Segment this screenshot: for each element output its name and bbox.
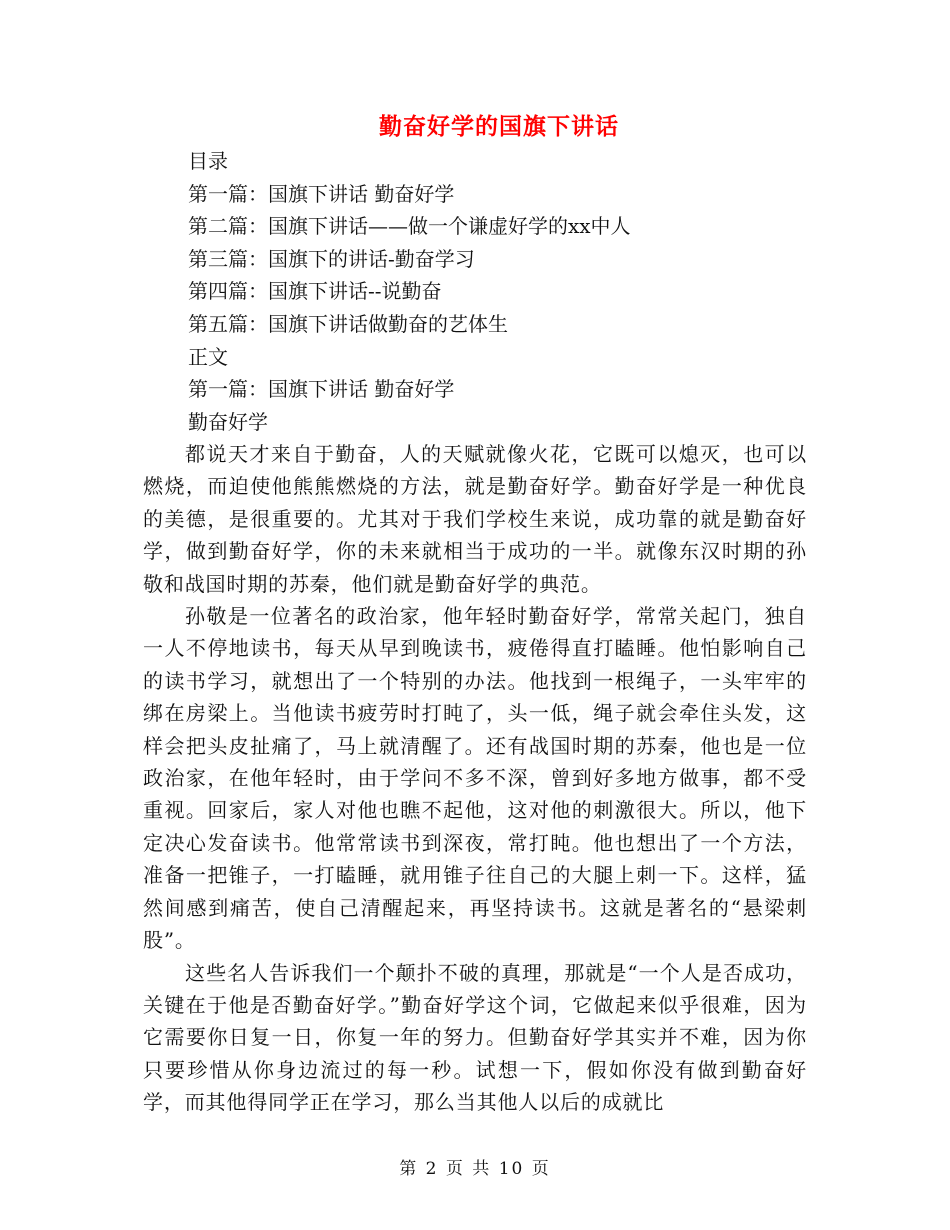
toc-item: 第二篇：国旗下讲话——做一个谦虚好学的xx中人 [188, 214, 631, 239]
paragraph: 都说天才来自于勤奋，人的天赋就像火花，它既可以熄灭，也可以燃烧，而迫使他熊熊燃烧的方法，就是勤奋好学。勤奋好学是一种优良的美德，是很重要的。尤其对于我们学校生来说，成功靠的就是勤奋好学，做到勤奋好学，你的未来就相当于成功的一半。就像东汉时期的孙敬和战国时期的苏秦，他们就是勤奋好学的典范。 [143, 442, 807, 596]
paragraph: 孙敬是一位著名的政治家，他年轻时勤奋好学，常常关起门，独自一人不停地读书，每天从早到晚读书，疲倦得直打瞌睡。他怕影响自己的读书学习，就想出了一个特别的办法。他找到一根绳子，一头牢牢的绑在房梁上。当他读书疲劳时打盹了，头一低，绳子就会牵住头发，这样会把头皮扯痛了，马上就清醒了。还有战国时期的苏秦，他也是一位政治家，在他年轻时，由于学问不多不深，曾到好多地方做事，都不受重视。回家后，家人对他也瞧不起他，这对他的刺激很大。所以，他下定决心发奋读书。他常常读书到深夜，常打盹。他也想出了一个方法，准备一把锥子，一打瞌睡，就用锥子往自己的大腿上刺一下。这样，猛然间感到痛苦，使自己清醒起来，再坚持读书。这就是著名的“悬梁刺股”。 [143, 604, 807, 953]
paragraph: 这些名人告诉我们一个颠扑不破的真理，那就是“一个人是否成功，关键在于他是否勤奋好学。”勤奋好学这个词，它做起来似乎很难，因为它需要你日复一日，你复一年的努力。但勤奋好学其实并不难，因为你只要珍惜从你身边流过的每一秒。试想一下，假如你没有做到勤奋好学，而其他得同学正在学习，那么当其他人以后的成就比 [143, 960, 807, 1115]
toc-item: 第四篇：国旗下讲话--说勤奋 [188, 279, 442, 304]
toc-heading: 目录 [188, 149, 228, 173]
article-title: 勤奋好学 [188, 409, 268, 434]
article-body [143, 438, 807, 1119]
page-footer: 第 2 页 共 10 页 [399, 1159, 551, 1179]
toc-item: 第三篇：国旗下的讲话-勤奋学习 [188, 246, 475, 271]
section-title: 第一篇：国旗下讲话 勤奋好学 [188, 377, 455, 402]
toc-item: 第五篇：国旗下讲话做勤奋的艺体生 [188, 311, 508, 336]
toc-item: 第一篇：国旗下讲话 勤奋好学 [188, 181, 455, 206]
body-heading: 正文 [188, 344, 228, 369]
table-of-contents [188, 145, 828, 438]
document-title: 勤奋好学的国旗下讲话 [379, 114, 619, 140]
